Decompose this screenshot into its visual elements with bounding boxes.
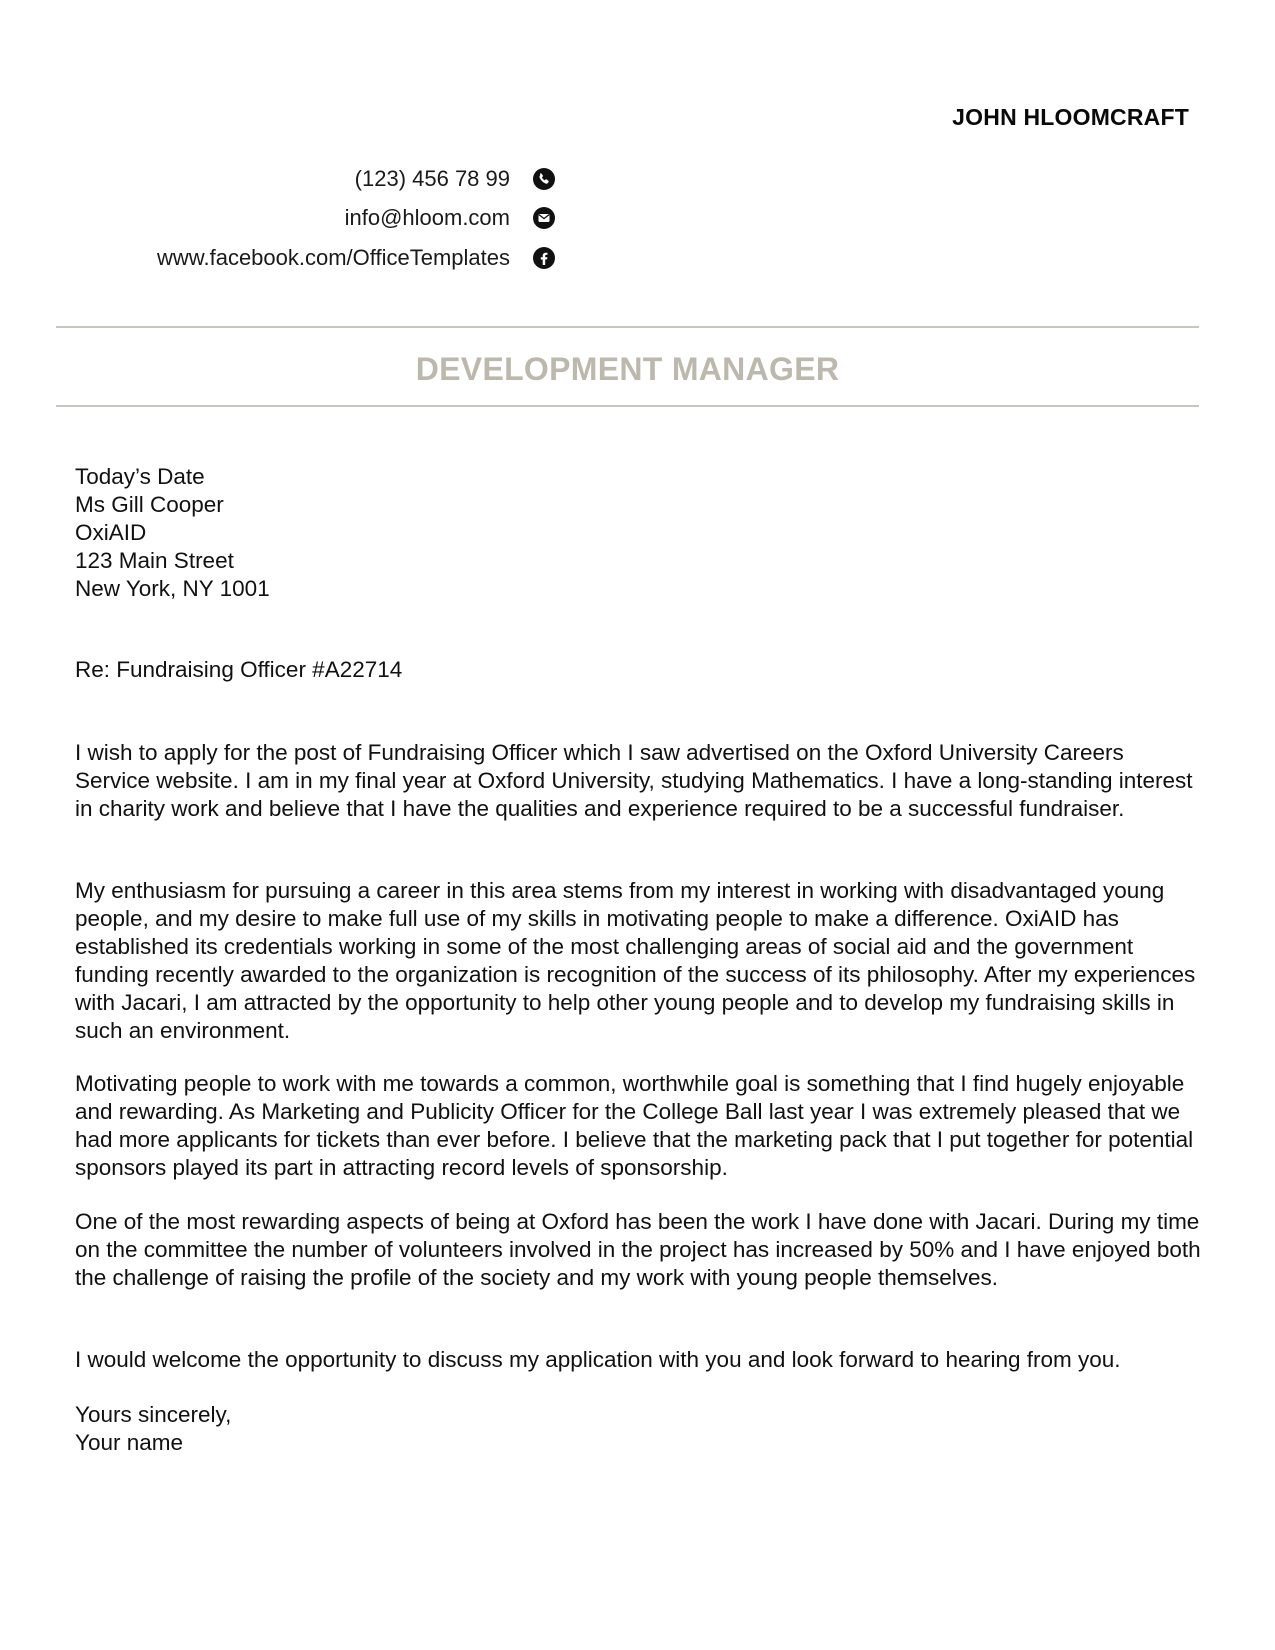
envelope-icon: [532, 206, 556, 230]
recipient-city: New York, NY 1001: [75, 576, 270, 601]
email-address: info@hloom.com: [344, 205, 510, 230]
phone-number: (123) 456 78 99: [354, 166, 510, 191]
body-paragraph-3: Motivating people to work with me towards a common, worthwhile goal is something that I find hugely enjoyable and rewarding. As Marketing and Publicity Officer for the College Ball last year I was extremely pleased that we had more applicants for tickets than ever before. I believe that the marketing pack that I put together for potential sponsors played its part in attracting record levels of sponsorship.: [75, 1071, 1194, 1180]
recipient-name: Ms Gill Cooper: [75, 492, 224, 517]
body-paragraph-5: I would welcome the opportunity to discuss my application with you and look forward to hearing from you.: [75, 1347, 1121, 1372]
body-paragraph-4: One of the most rewarding aspects of being at Oxford has been the work I have done with Jacari. During my time on the committee the number of volunteers involved in the project has increased by 50% and I have enjoyed both the challenge of raising the profile of the society and my work with young people themselves.: [75, 1209, 1201, 1290]
body-paragraph-1: I wish to apply for the post of Fundraising Officer which I saw advertised on the Oxford University Careers Service website. I am in my final year at Oxford University, studying Mathematics. I have a long-standing interest in charity work and believe that I have the qualities and experience required to be a successful fundraiser.: [75, 740, 1193, 821]
title-top-rule: [56, 326, 1199, 328]
website-url: www.facebook.com/OfficeTemplates: [157, 245, 510, 270]
letter-subject: Re: Fundraising Officer #A22714: [75, 657, 403, 682]
letter-closing: [75, 1401, 1205, 1457]
title-bottom-rule: [56, 405, 1199, 407]
recipient-street: 123 Main Street: [75, 548, 234, 573]
recipient-company: OxiAID: [75, 520, 147, 545]
body-paragraph-2: My enthusiasm for pursuing a career in this area stems from my interest in working with disadvantaged young people, and my desire to make full use of my skills in motivating people to make a difference. OxiAID has established its credentials working in some of the most challenging areas of social aid and the government funding recently awarded to the organization is recognition of the success of its philosophy. After my experiences with Jacari, I am attracted by the opportunity to help other young people and to develop my fundraising skills in such an environment.: [75, 878, 1196, 1043]
applicant-name: JOHN HLOOMCRAFT: [952, 104, 1189, 130]
recipient-address-block: [75, 463, 1205, 603]
contact-website-row: [100, 245, 556, 271]
closing-salutation: Yours sincerely,: [75, 1402, 232, 1427]
letter-date: Today’s Date: [75, 464, 205, 489]
contact-phone-row: [100, 166, 556, 192]
job-title: DEVELOPMENT MANAGER: [415, 351, 840, 387]
facebook-icon: [532, 246, 556, 270]
phone-icon: [532, 167, 556, 191]
signature-name: Your name: [75, 1430, 183, 1455]
contact-email-row: [100, 205, 556, 231]
